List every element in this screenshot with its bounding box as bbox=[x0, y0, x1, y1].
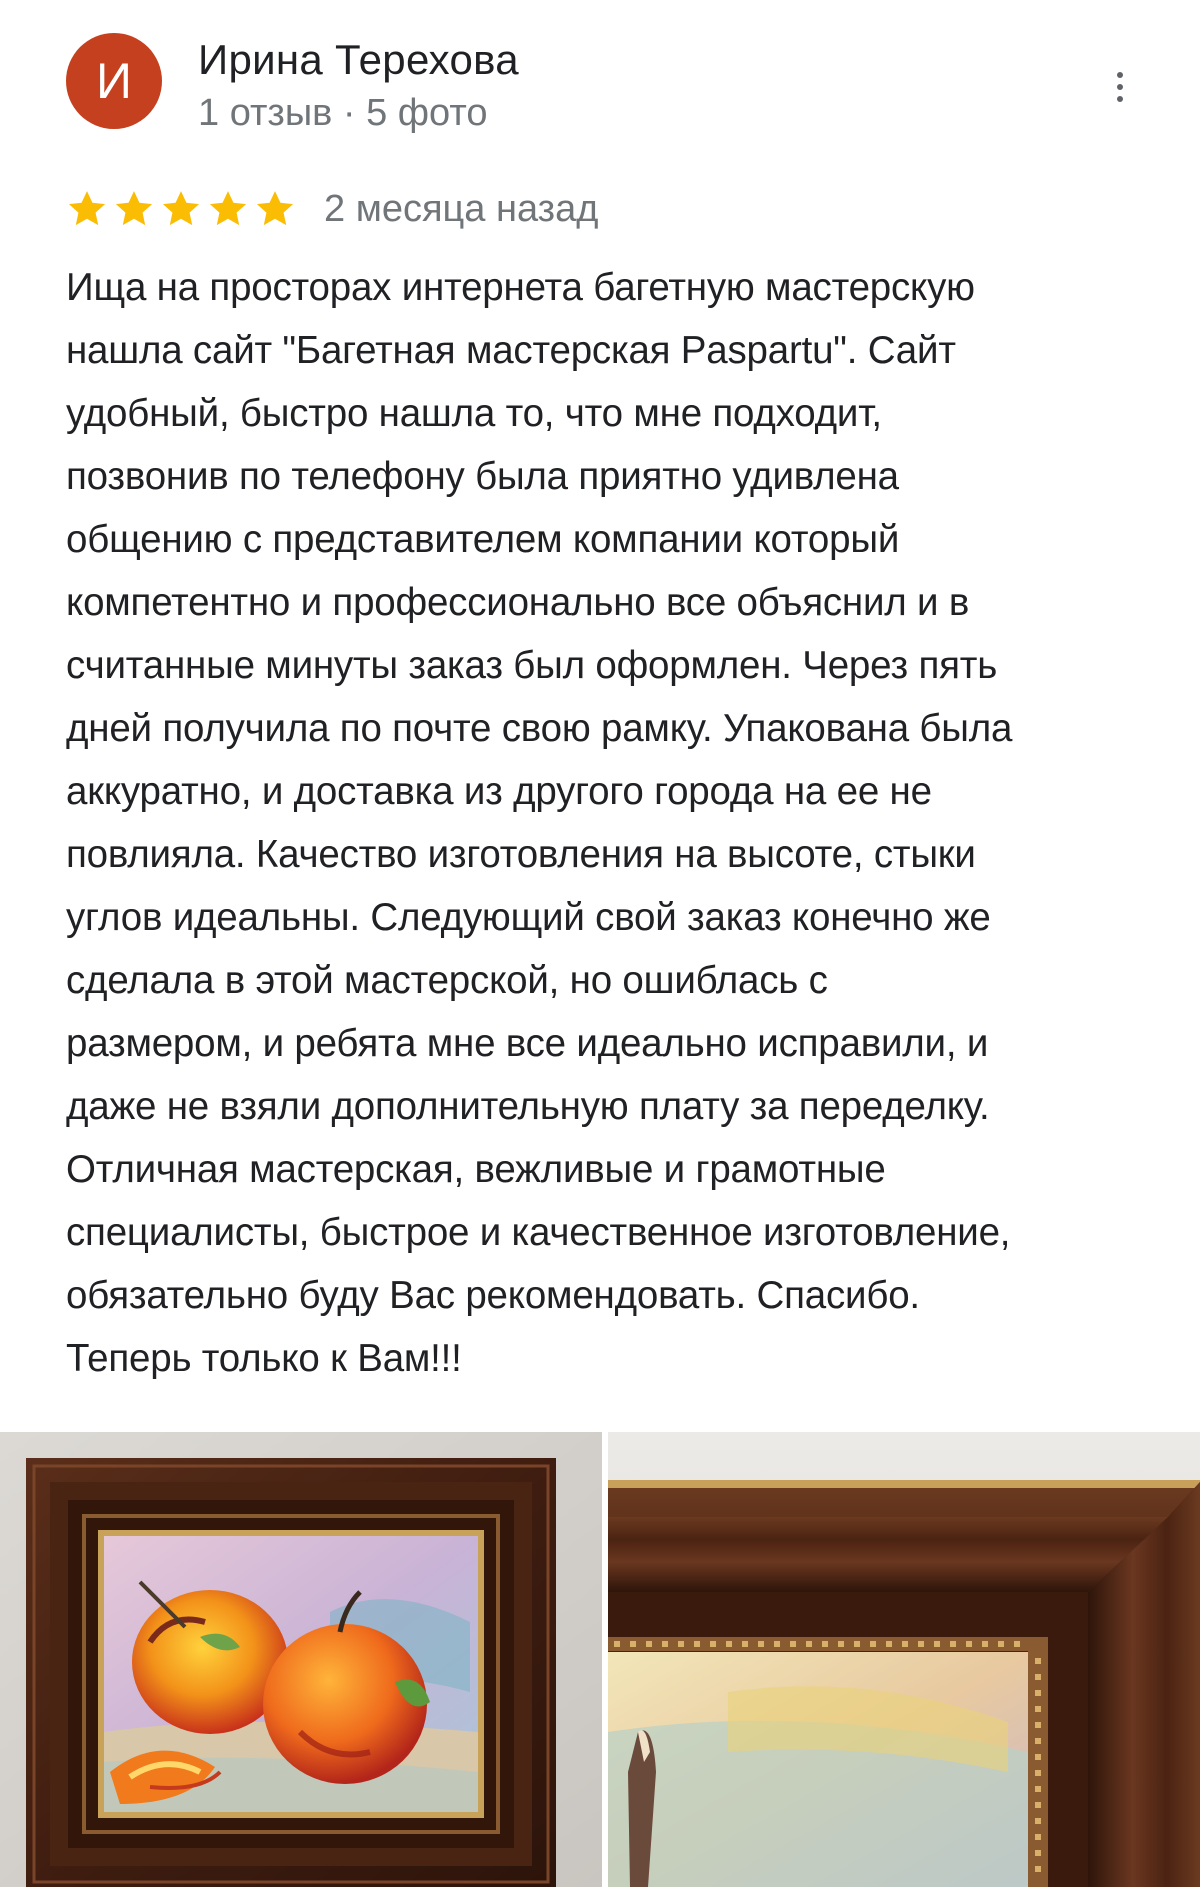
review-date: 2 месяца назад bbox=[324, 188, 599, 230]
star-icon bbox=[113, 188, 155, 230]
star-icon bbox=[160, 188, 202, 230]
more-dot bbox=[1117, 96, 1123, 102]
star-rating bbox=[66, 188, 296, 230]
more-dot bbox=[1117, 84, 1123, 90]
more-vert-icon[interactable] bbox=[1100, 62, 1140, 112]
avatar-initial: И bbox=[96, 53, 132, 109]
author-name[interactable]: Ирина Терехова bbox=[198, 36, 519, 83]
star-icon bbox=[254, 188, 296, 230]
frame-corner-image bbox=[608, 1432, 1200, 1887]
star-icon bbox=[207, 188, 249, 230]
review-photo-framed-painting[interactable] bbox=[0, 1432, 602, 1887]
author-meta: 1 отзыв · 5 фото bbox=[198, 92, 488, 134]
author-avatar[interactable] bbox=[66, 33, 162, 129]
review-photo-frame-corner[interactable] bbox=[608, 1432, 1200, 1887]
framed-painting-image bbox=[0, 1432, 602, 1887]
review-text: Ища на просторах интернета багетную мастерскую нашла сайт "Багетная мастерская Paspartu". Сайт удобный, быстро нашла то, что мне подходит, позвонив по телефону была приятно удивлена общению с представителем компании который компетентно и профессионально все объяснил и в считанные минуты заказ был оформлен. Через пять дней получила по почте свою рамку. Упакована была аккуратно, и доставка из другого города на ее не повлияла. Качество изготовления на высоте, стыки углов идеальны. Следующий свой заказ конечно же сделала в этой мастерской, но ошиблась с размером, и ребята мне все идеально исправили, и даже не взяли дополнительную плату за переделку. Отличная мастерская, вежливые и грамотные специалисты, быстрое и качественное изготовление, обязательно буду Вас рекомендовать. Спасибо. Теперь только к Вам!!! bbox=[66, 266, 1013, 1380]
more-dot bbox=[1117, 72, 1123, 78]
star-icon bbox=[66, 188, 108, 230]
rating-row bbox=[66, 185, 598, 233]
review-photos bbox=[0, 1432, 1200, 1887]
